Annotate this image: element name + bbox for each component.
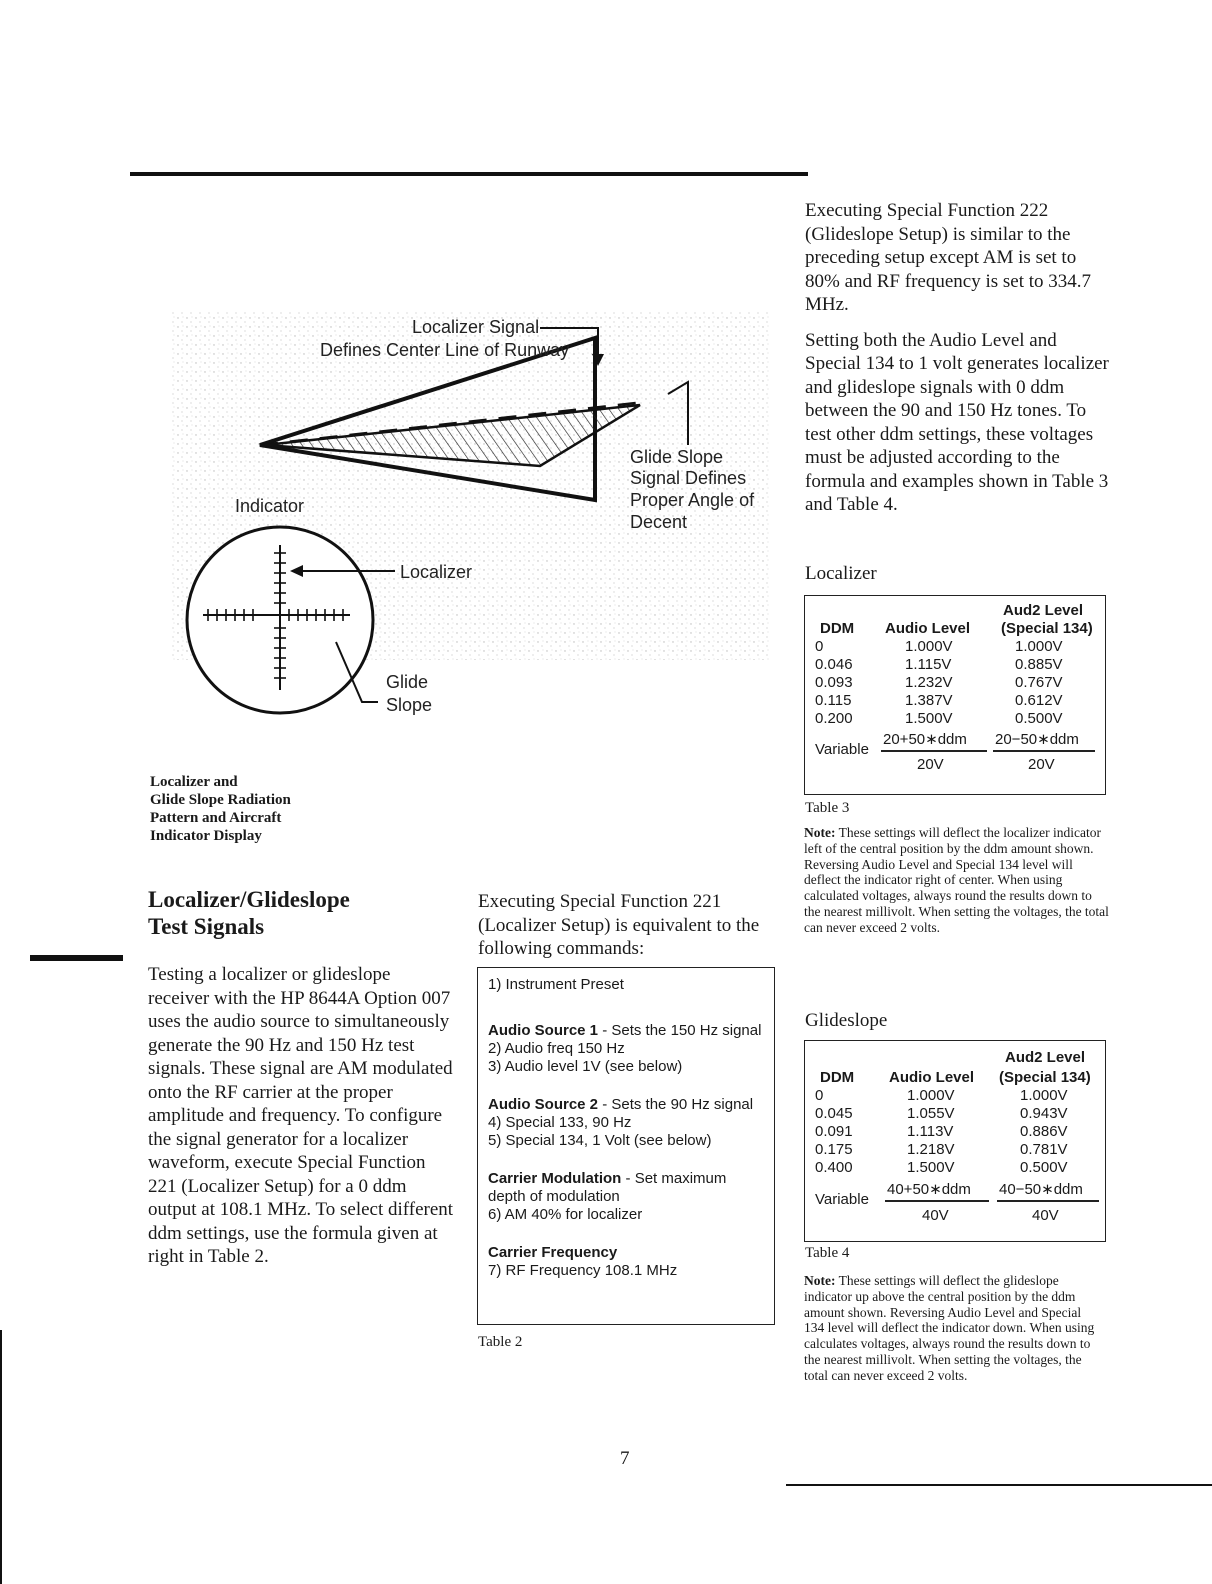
left-edge-line xyxy=(0,1330,2,1584)
table3-cell: 1.387V xyxy=(905,692,953,709)
caption-line: Indicator Display xyxy=(150,828,262,844)
table4 xyxy=(804,1040,1106,1242)
table2-label: Table 2 xyxy=(478,1334,523,1350)
table4-header-aud2: Aud2 Level xyxy=(1005,1049,1086,1066)
table3-cell: 0.093 xyxy=(815,674,853,691)
command-group xyxy=(488,1170,764,1224)
table4-cell: 1.055V xyxy=(907,1105,955,1122)
table3-denom-audio: 20V xyxy=(917,756,944,773)
table3-cell: 0.500V xyxy=(1015,710,1063,727)
label-glide-1: Glide Slope xyxy=(630,447,724,467)
radiation-pattern-figure xyxy=(140,270,780,730)
table4-note-lead: Note: xyxy=(804,1273,836,1288)
section-body-paragraph: Testing a localizer or glideslope receiver with the HP 8644A Option 007 uses the audio source to simultaneously generate the 90 Hz and 150 Hz test signals. These signal are AM modulated onto the RF carrier at the proper amplitude and frequency. To configure the signal generator for a localizer waveform, execute Special Function 221 (Localizer Setup) for a 0 ddm output at 108.1 MHz. To select different ddm settings, use the formula given at right in Table 2. xyxy=(148,964,454,1267)
command-head: Audio Source 1 - Sets the 150 Hz signal xyxy=(488,1022,762,1039)
table4-cell: 0.886V xyxy=(1020,1123,1068,1140)
command-group xyxy=(488,1096,764,1150)
label-glide-4: Decent xyxy=(630,512,688,532)
caption-line: Localizer and xyxy=(150,774,238,790)
table4-cell: 1.000V xyxy=(1020,1087,1068,1104)
table3-note xyxy=(804,825,1109,936)
table3-fraction-bar-aud2 xyxy=(993,750,1095,752)
command-line: 7) RF Frequency 108.1 MHz xyxy=(488,1262,678,1279)
table3 xyxy=(804,595,1106,795)
table4-cell: 0.175 xyxy=(815,1141,853,1158)
command-line: 1) Instrument Preset xyxy=(488,976,624,993)
caption-line: Glide Slope Radiation xyxy=(150,792,291,808)
top-rule xyxy=(130,172,808,176)
command-line: 6) AM 40% for localizer xyxy=(488,1206,643,1223)
table3-header-audio: Audio Level xyxy=(885,620,971,637)
table4-denom-aud2: 40V xyxy=(1032,1207,1059,1224)
command-head: Audio Source 2 - Sets the 90 Hz signal xyxy=(488,1096,754,1113)
section-body xyxy=(148,963,456,1281)
table4-note xyxy=(804,1273,1104,1384)
table3-cell: 0 xyxy=(815,638,824,655)
table4-cell: 0.943V xyxy=(1020,1105,1068,1122)
table3-cell: 1.500V xyxy=(905,710,953,727)
table4-cell: 1.113V xyxy=(907,1123,954,1140)
table3-cell: 0.046 xyxy=(815,656,853,673)
table3-note-lead: Note: xyxy=(804,825,836,840)
localizer-heading: Localizer xyxy=(805,563,877,584)
label-glide-slope-2: Slope xyxy=(386,695,433,715)
command-head: Carrier Modulation - Set maximum xyxy=(488,1170,727,1187)
right-paragraph-2: Setting both the Audio Level and Special 134 to 1 volt generates localizer and glideslope signals with 0 ddm between the 90 and 150 Hz tones. To test other ddm settings, these voltages must be adjusted according to the formula and examples shown in Table 3 and Table 4. xyxy=(805,329,1109,515)
table3-cell: 1.232V xyxy=(905,674,953,691)
table3-cell: 0.115 xyxy=(815,692,852,709)
table3-cell: 0.200 xyxy=(815,710,853,727)
command-group xyxy=(488,976,764,994)
table4-cell: 1.500V xyxy=(907,1159,955,1176)
table4-cell: 0.781V xyxy=(1020,1141,1068,1158)
table4-formula-audio: 40+50∗ddm xyxy=(887,1181,971,1198)
table4-cell: 1.218V xyxy=(907,1141,955,1158)
table3-fraction-bar-audio xyxy=(881,750,987,752)
table4-variable-label: Variable xyxy=(815,1191,869,1208)
command-line: depth of modulation xyxy=(488,1188,620,1205)
middle-intro-paragraph: Executing Special Function 221 (Localizer Setup) is equivalent to the following commands: xyxy=(478,891,760,959)
table3-cell: 1.115V xyxy=(905,656,952,673)
table3-cell: 0.767V xyxy=(1015,674,1063,691)
command-group xyxy=(488,1244,764,1280)
label-glide-3: Proper Angle of xyxy=(630,490,755,510)
table3-cell: 1.000V xyxy=(1015,638,1063,655)
right-paragraph-1: Executing Special Function 222 (Glideslope Setup) is similar to the preceding setup except AM is set to 80% and RF frequency is set to 334.7 MHz. xyxy=(805,200,1092,315)
command-line: 3) Audio level 1V (see below) xyxy=(488,1058,683,1075)
table3-cell: 0.612V xyxy=(1015,692,1063,709)
label-localizer-signal-1: Localizer Signal xyxy=(412,317,540,337)
table4-header-audio: Audio Level xyxy=(889,1069,975,1086)
table4-formula-aud2: 40−50∗ddm xyxy=(999,1181,1083,1198)
table4-header-special: (Special 134) xyxy=(999,1069,1091,1086)
table4-cell: 0.091 xyxy=(815,1123,853,1140)
label-localizer: Localizer xyxy=(400,562,473,582)
table3-label: Table 3 xyxy=(805,800,850,816)
table3-denom-aud2: 20V xyxy=(1028,756,1055,773)
bottom-rule xyxy=(786,1484,1212,1486)
command-head: Carrier Frequency xyxy=(488,1244,618,1261)
caption-line: Pattern and Aircraft xyxy=(150,810,282,826)
command-line: 5) Special 134, 1 Volt (see below) xyxy=(488,1132,712,1149)
section-title xyxy=(148,886,448,940)
section-title-line1: Localizer/Glideslope xyxy=(148,887,350,912)
table4-cell: 1.000V xyxy=(907,1087,955,1104)
label-glide-2: Signal Defines xyxy=(630,468,747,488)
table3-header-aud2: Aud2 Level xyxy=(1003,602,1084,619)
table4-cell: 0.400 xyxy=(815,1159,853,1176)
table3-variable-label: Variable xyxy=(815,741,869,758)
table3-header-special: (Special 134) xyxy=(1001,620,1093,637)
section-title-line2: Test Signals xyxy=(148,914,265,939)
command-group xyxy=(488,1022,764,1076)
table4-fraction-bar-aud2 xyxy=(997,1200,1099,1202)
table4-denom-audio: 40V xyxy=(922,1207,949,1224)
right-text xyxy=(805,199,1115,529)
table3-formula-audio: 20+50∗ddm xyxy=(883,731,967,748)
table4-cell: 0.045 xyxy=(815,1105,853,1122)
table4-fraction-bar-audio xyxy=(885,1200,989,1202)
table4-cell: 0 xyxy=(815,1087,824,1104)
margin-bar xyxy=(30,955,123,961)
command-line: 4) Special 133, 90 Hz xyxy=(488,1114,632,1131)
table3-cell: 1.000V xyxy=(905,638,953,655)
table4-label: Table 4 xyxy=(805,1245,850,1261)
glideslope-heading: Glideslope xyxy=(805,1010,888,1031)
commands-table xyxy=(477,967,775,1325)
table3-formula-aud2: 20−50∗ddm xyxy=(995,731,1079,748)
table3-header-ddm: DDM xyxy=(820,620,855,637)
table3-note-text: These settings will deflect the localizer indicator left of the central position by the ddm amount shown. Reversing Audio Level and Special 134 level will deflect the indicator right of center. When using calculated voltages, always round the results down to the nearest millivolt. When setting the voltages, the total can never exceed 2 volts. xyxy=(804,825,1109,935)
page-number: 7 xyxy=(620,1448,630,1469)
command-line: 2) Audio freq 150 Hz xyxy=(488,1040,625,1057)
label-indicator: Indicator xyxy=(235,496,305,516)
figure-caption xyxy=(150,773,410,845)
table4-header-ddm: DDM xyxy=(820,1069,855,1086)
table4-note-text: These settings will deflect the glideslope indicator up above the central position by the ddm amount shown. Reversing Audio Level and Special 134 level will deflect the indicator down. When using calculates voltages, always round the results down to the nearest millivolt. When setting the voltages, the total can never exceed 2 volts. xyxy=(804,1273,1095,1383)
table4-cell: 0.500V xyxy=(1020,1159,1068,1176)
table3-cell: 0.885V xyxy=(1015,656,1063,673)
label-glide-slope-1: Glide xyxy=(386,672,429,692)
label-localizer-signal-2: Defines Center Line of Runway xyxy=(320,340,570,360)
middle-intro xyxy=(478,890,783,973)
